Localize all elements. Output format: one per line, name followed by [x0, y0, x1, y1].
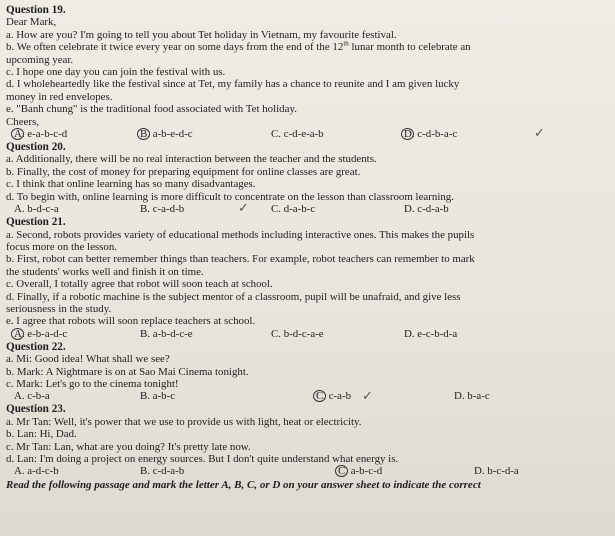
q20-option-a[interactable]: A. b-d-c-a — [14, 203, 59, 216]
q23-option-d[interactable]: D. b-c-d-a — [474, 465, 519, 478]
q22-line-a: a. Mi: Good idea! What shall we see? — [6, 353, 170, 366]
handwritten-check-mark: ✓ — [238, 201, 249, 217]
q22-options — [6, 390, 605, 403]
handwritten-check-mark: ✓ — [534, 126, 545, 142]
q19-line-b-text: b. We often celebrate it twice every year on some days from the end of the 12 — [6, 41, 344, 54]
q21-line-b-cont: the students' works well and finish it on time. — [6, 265, 204, 278]
question-23-title: Question 23. — [6, 403, 66, 416]
question-21-title: Question 21. — [6, 216, 66, 229]
q22-line-b: b. Mark: A Nightmare is on at Sao Mai Cinema tonight. — [6, 365, 249, 378]
q23-option-a[interactable]: A. a-d-c-b — [14, 465, 59, 478]
q22-option-c[interactable]: C. c-a-b — [316, 390, 352, 403]
q20-option-c[interactable]: C. d-a-b-c — [271, 203, 316, 216]
q20-line-a: a. Additionally, there will be no real interaction between the teacher and the students. — [6, 153, 377, 166]
q21-option-d[interactable]: D. e-c-b-d-a — [404, 327, 458, 340]
question-22 — [6, 341, 605, 404]
q19-line-e: e. "Banh chung" is the traditional food associated with Tet holiday. — [6, 103, 297, 116]
question-22-title: Question 22. — [6, 340, 66, 353]
reading-instruction: Read the following passage and mark the letter A, B, C, or D on your answer sheet to indicate the correct — [6, 479, 481, 492]
q23-options — [6, 465, 605, 478]
q22-option-b[interactable]: B. a-b-c — [140, 390, 176, 403]
q19-option-c[interactable]: C. c-d-e-a-b — [271, 128, 324, 141]
letter-salutation: Dear Mark, — [6, 16, 57, 29]
q22-line-c: c. Mark: Let's go to the cinema tonight! — [6, 377, 179, 390]
q23-option-b[interactable]: B. c-d-a-b — [140, 465, 185, 478]
question-23 — [6, 403, 605, 478]
q20-options — [6, 203, 605, 216]
q20-line-c: c. I think that online learning has so many disadvantages. — [6, 178, 256, 191]
q21-line-b: b. First, robot can better remember things than teachers. For example, robot teachers can remember to mark — [6, 253, 475, 266]
question-21 — [6, 216, 605, 341]
q21-line-d-cont: seriousness in the study. — [6, 302, 112, 315]
q19-option-b[interactable]: B. a-b-e-d-c — [140, 128, 193, 141]
q19-line-b-superscript: th — [343, 41, 349, 48]
q21-options — [6, 328, 605, 341]
q21-option-a[interactable]: A. e-b-a-d-c — [14, 327, 68, 340]
q20-option-d[interactable]: D. c-d-a-b — [404, 203, 449, 216]
q23-line-c: c. Mr Tan: Lan, what are you doing? It's pretty late now. — [6, 440, 251, 453]
q22-option-a[interactable]: A. c-b-a — [14, 390, 50, 403]
q19-option-a[interactable]: A. e-a-b-c-d — [14, 128, 68, 141]
q21-line-d: d. Finally, if a robotic machine is the subject mentor of a classroom, pupil will be unafraid, and give less — [6, 290, 461, 303]
q21-line-e: e. I agree that robots will soon replace teachers at school. — [6, 315, 256, 328]
q23-line-b: b. Lan: Hi, Dad. — [6, 428, 77, 441]
letter-signoff: Cheers, — [6, 115, 39, 128]
q21-option-b[interactable]: B. a-b-d-c-e — [140, 327, 193, 340]
q19-option-d[interactable]: D. c-d-b-a-c — [404, 128, 458, 141]
q19-line-c: c. I hope one day you can join the festival with us. — [6, 66, 226, 79]
question-19-title: Question 19. — [6, 4, 66, 16]
handwritten-check-mark: ✓ — [362, 389, 373, 405]
q19-line-d: d. I wholeheartedly like the festival since at Tet, my family has a chance to reunite and I am given lucky — [6, 78, 460, 91]
q20-option-b[interactable]: B. c-a-d-b — [140, 203, 185, 216]
q20-line-d: d. To begin with, online learning is more difficult to concentrate on the lesson than classroom learning. — [6, 190, 454, 203]
question-20-title: Question 20. — [6, 141, 66, 154]
q22-option-d[interactable]: D. b-a-c — [454, 390, 490, 403]
q23-option-c[interactable]: C. a-b-c-d — [338, 465, 383, 478]
question-19 — [6, 4, 605, 141]
q21-line-a: a. Second, robots provides variety of educational methods including interactive ones. This makes the pupils — [6, 228, 475, 241]
question-20 — [6, 141, 605, 216]
q19-line-d-cont: money in red envelopes. — [6, 90, 113, 103]
q19-line-b-text-end: lunar month to celebrate an — [348, 41, 471, 54]
q19-line-a: a. How are you? I'm going to tell you about Tet holiday in Vietnam, my favourite festival. — [6, 28, 397, 41]
q20-line-b: b. Finally, the cost of money for preparing equipment for online classes are great. — [6, 165, 361, 178]
q23-line-d: d. Lan: I'm doing a project on energy sources. But I don't quite understand what energy is. — [6, 453, 399, 465]
q21-line-c: c. Overall, I totally agree that robot will soon teach at school. — [6, 278, 273, 291]
q23-line-a: a. Mr Tan: Well, it's power that we use to provide us with light, heat or electricity. — [6, 415, 362, 428]
q19-line-b — [6, 41, 605, 53]
q21-option-c[interactable]: C. b-d-c-a-e — [271, 327, 324, 340]
q21-line-a-cont: focus more on the lesson. — [6, 240, 118, 253]
q19-options — [6, 128, 605, 141]
q19-line-b-cont: upcoming year. — [6, 53, 74, 66]
